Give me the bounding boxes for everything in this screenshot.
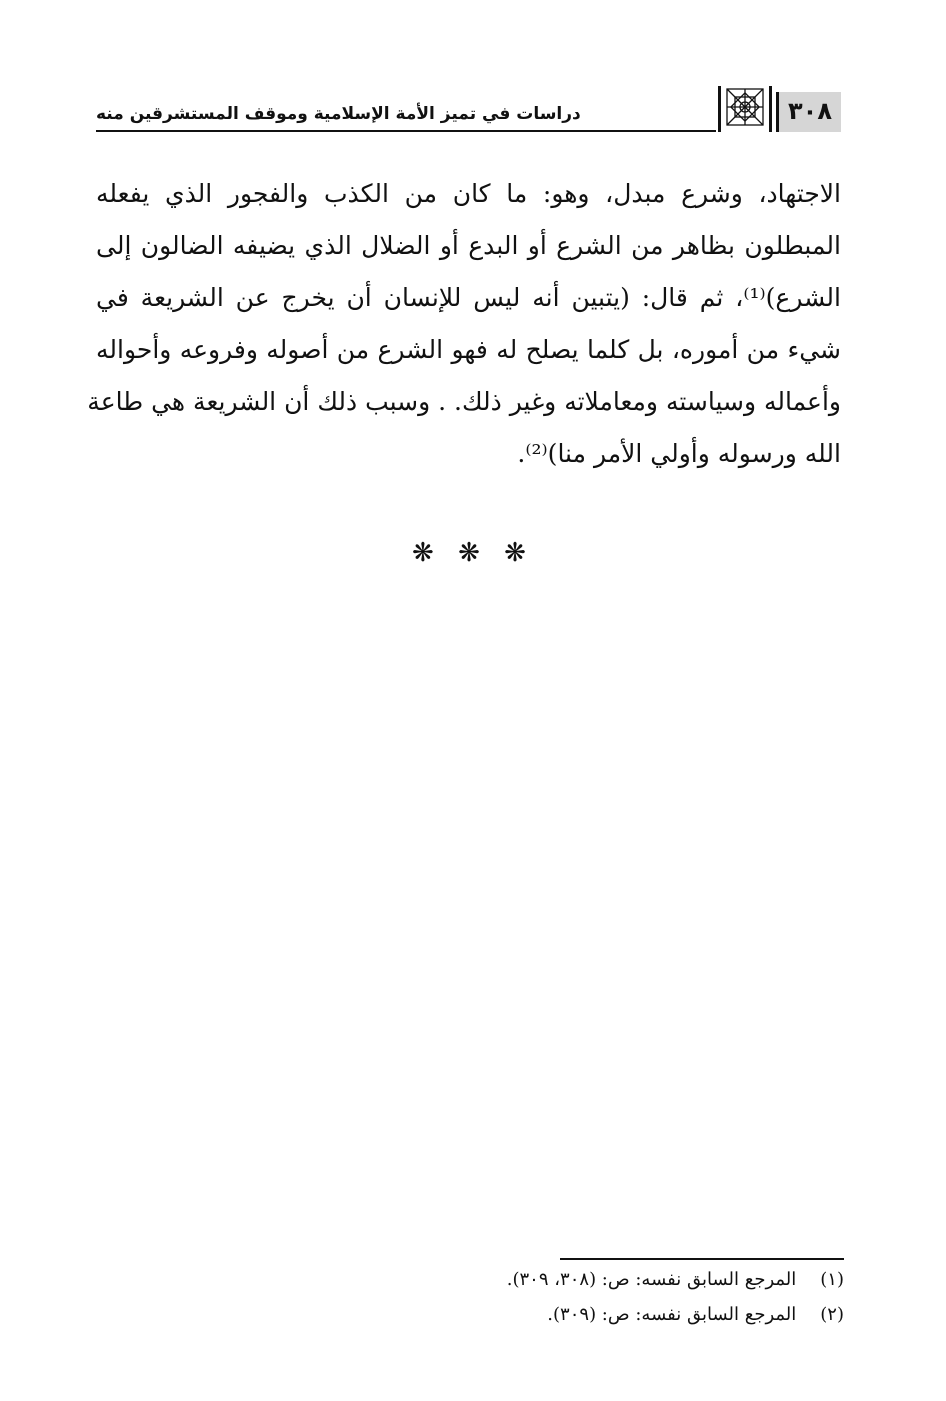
footnote-number: (٢) [820,1304,844,1325]
section-separator: ❋ ❋ ❋ [412,538,534,568]
body-line: شيء من أموره، بل كلما يصلح له فهو الشرع من أصوله وفروعه وأحواله [96,335,841,364]
body-line: الاجتهاد، وشرع مبدل، وهو: ما كان من الكذب والفجور الذي يفعله [96,179,841,208]
body-line: الشرع)⁽¹⁾، ثم قال: (يتبين أنه ليس للإنسان أن يخرج عن الشريعة في [96,283,841,312]
page-header [96,84,841,136]
footnote-text: المرجع السابق نفسه: ص: (٣٠٩). [547,1304,797,1325]
body-line: المبطلون بظاهر من الشرع أو البدع أو الضلال الذي يضيفه الضالون إلى [96,231,841,260]
footnotes [96,1262,844,1332]
footnote-text: المرجع السابق نفسه: ص: (٣٠٨، ٣٠٩). [506,1269,797,1290]
body-line: الله ورسوله وأولي الأمر منا)⁽²⁾. [517,439,841,468]
running-title: دراسات في تميز الأمة الإسلامية وموقف المستشرقين منه [96,104,581,124]
geometric-star-ornament-icon [726,88,764,126]
body-line: وأعماله وسياسته ومعاملاته وغير ذلك. . وسبب ذلك أن الشريعة هي طاعة [87,387,841,416]
body-paragraph [87,168,841,480]
footnote-item [96,1297,844,1332]
page-number-box [776,92,841,132]
ornament-frame [718,86,772,132]
footnote-number: (١) [820,1269,844,1290]
page-number: ٣٠٨ [788,97,832,125]
footnote-item [96,1262,844,1297]
header-rule [96,130,716,132]
footnote-rule [560,1258,844,1260]
